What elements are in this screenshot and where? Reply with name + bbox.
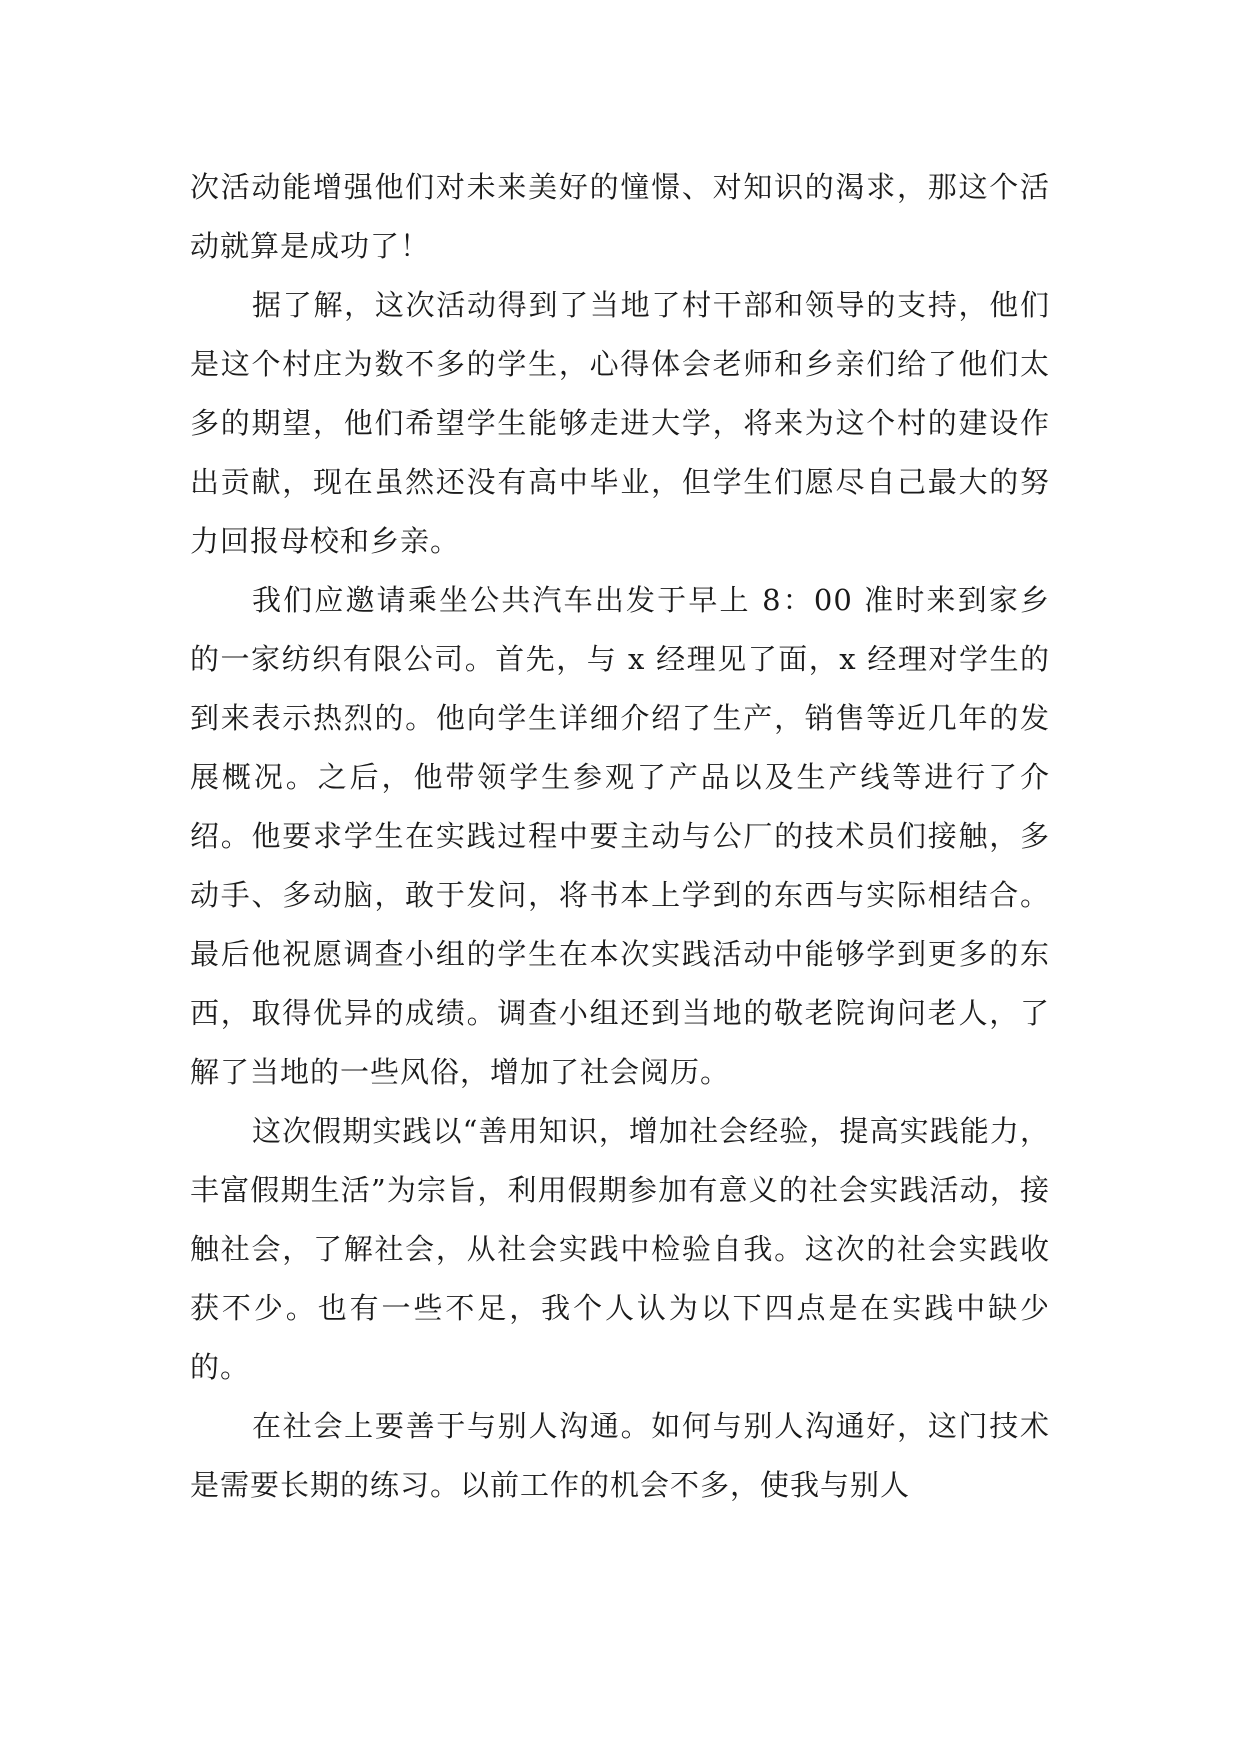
paragraph-continuation: 次活动能增强他们对未来美好的憧憬、对知识的渴求，那这个活动就算是成功了！ [190, 170, 1050, 263]
paragraph-communication: 在社会上要善于与别人沟通。如何与别人沟通好，这门技术是需要长期的练习。以前工作的机会不多，使我与别人 [190, 1409, 1050, 1502]
paragraph-support: 据了解，这次活动得到了当地了村干部和领导的支持，他们是这个村庄为数不多的学生，心得体会老师和乡亲们给了他们太多的期望，他们希望学生能够走进大学，将来为这个村的建设作出贡献，现在虽然还没有高中毕业，但学生们愿尽自己最大的努力回报母校和乡亲。 [190, 288, 1050, 558]
paragraph-factory-visit: 我们应邀请乘坐公共汽车出发于早上 8：00 准时来到家乡的一家纺织有限公司。首先，与 x 经理见了面，x 经理对学生的到来表示热烈的。他向学生详细介绍了生产，销售等近几年的发展概况。之后，他带领学生参观了产品以及生产线等进行了介绍。他要求学生在实践过程中要主动与公厂的技术员们接触，多动手、多动脑，敢于发问，将书本上学到的东西与实际相结合。最后他祝愿调查小组的学生在本次实践活动中能够学到更多的东西，取得优异的成绩。调查小组还到当地的敬老院询问老人，了解了当地的一些风俗，增加了社会阅历。 [190, 583, 1050, 1089]
document-body [190, 158, 1050, 1515]
paragraph-practice-summary: 这次假期实践以“善用知识，增加社会经验，提高实践能力，丰富假期生活”为宗旨，利用假期参加有意义的社会实践活动，接触社会，了解社会，从社会实践中检验自我。这次的社会实践收获不少。也有一些不足，我个人认为以下四点是在实践中缺少的。 [190, 1114, 1050, 1384]
